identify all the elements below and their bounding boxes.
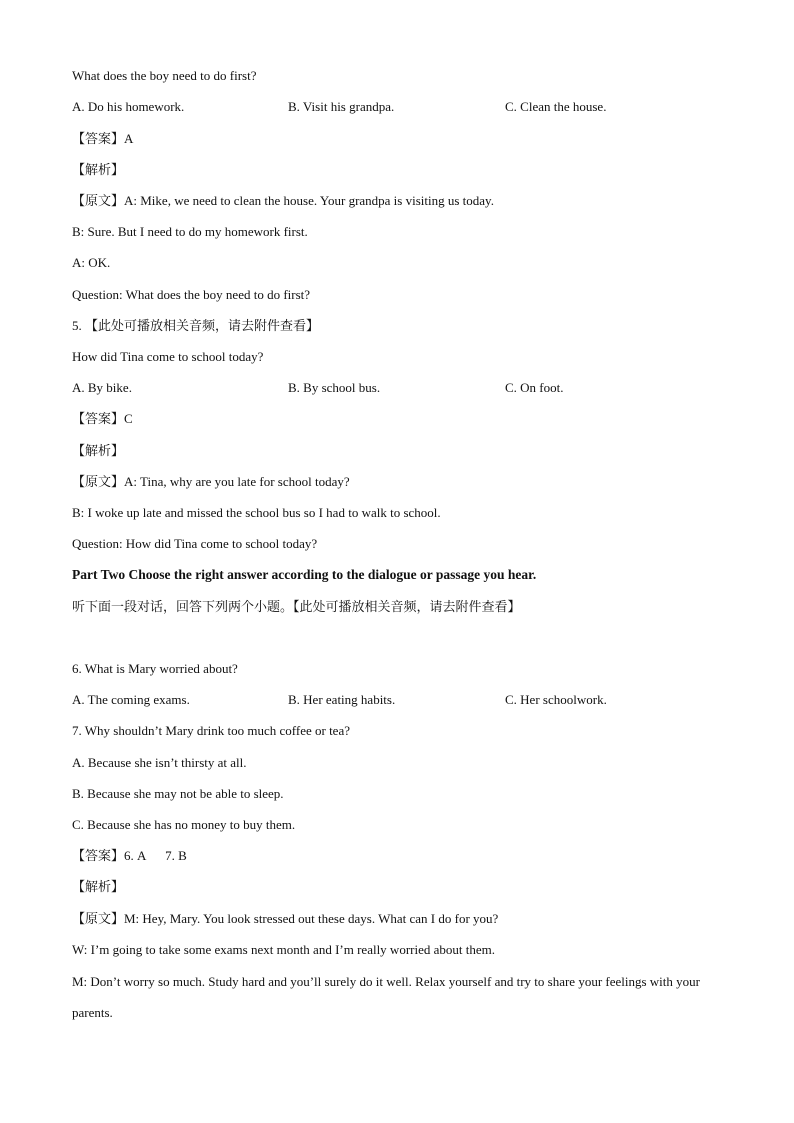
q6-option-b: B. Her eating habits.	[288, 692, 396, 707]
q6-q7-transcript-line: W: I’m going to take some exams next month and I’m really worried about them.	[72, 942, 495, 957]
q5-answer: 【答案】C	[72, 411, 133, 426]
q6-q7-transcript-line: M: Don’t worry so much. Study hard and you’ll surely do it well. Relax yourself and try to share your feelings with your parents.	[72, 974, 700, 1020]
q6-q7-analysis-label: 【解析】	[72, 879, 125, 894]
q4-analysis-label: 【解析】	[72, 162, 125, 177]
q5-question: How did Tina come to school today?	[72, 349, 264, 364]
q4-option-b: B. Visit his grandpa.	[288, 99, 395, 114]
q6-option-a: A. The coming exams.	[72, 692, 190, 707]
q5-transcript-line: 【原文】A: Tina, why are you late for school today?	[72, 474, 350, 489]
q4-option-c: C. Clean the house.	[505, 99, 607, 114]
q4-transcript-line: 【原文】A: Mike, we need to clean the house. Your grandpa is visiting us today.	[72, 193, 494, 208]
q4-transcript-line: B: Sure. But I need to do my homework first.	[72, 224, 308, 239]
part-two-heading: Part Two Choose the right answer according to the dialogue or passage you hear.	[72, 567, 537, 582]
q5-option-c: C. On foot.	[505, 380, 564, 395]
q7-option-a: A. Because she isn’t thirsty at all.	[72, 755, 247, 770]
q6-question: 6. What is Mary worried about?	[72, 661, 238, 676]
part-two-instruction: 听下面一段对话，回答下列两个小题。【此处可播放相关音频，请去附件查看】	[72, 599, 521, 614]
q6-q7-answers: 【答案】6. A 7. B	[72, 848, 187, 863]
q7-option-b: B. Because she may not be able to sleep.	[72, 786, 284, 801]
q5-analysis-label: 【解析】	[72, 443, 125, 458]
q6-q7-transcript-line: 【原文】M: Hey, Mary. You look stressed out these days. What can I do for you?	[72, 911, 499, 926]
q5-transcript-line: Question: How did Tina come to school today?	[72, 536, 318, 551]
q4-transcript-line: A: OK.	[72, 255, 111, 270]
q5-option-b: B. By school bus.	[288, 380, 381, 395]
q5-transcript-line: B: I woke up late and missed the school bus so I had to walk to school.	[72, 505, 441, 520]
q4-answer: 【答案】A	[72, 131, 134, 146]
q7-option-c: C. Because she has no money to buy them.	[72, 817, 296, 832]
q4-option-a: A. Do his homework.	[72, 99, 185, 114]
q4-transcript-line: Question: What does the boy need to do first?	[72, 287, 311, 302]
q5-number-audio-note: 5. 【此处可播放相关音频，请去附件查看】	[72, 318, 320, 333]
q7-question: 7. Why shouldn’t Mary drink too much coffee or tea?	[72, 723, 350, 738]
q4-question: What does the boy need to do first?	[72, 68, 257, 83]
q6-option-c: C. Her schoolwork.	[505, 692, 607, 707]
q5-option-a: A. By bike.	[72, 380, 132, 395]
